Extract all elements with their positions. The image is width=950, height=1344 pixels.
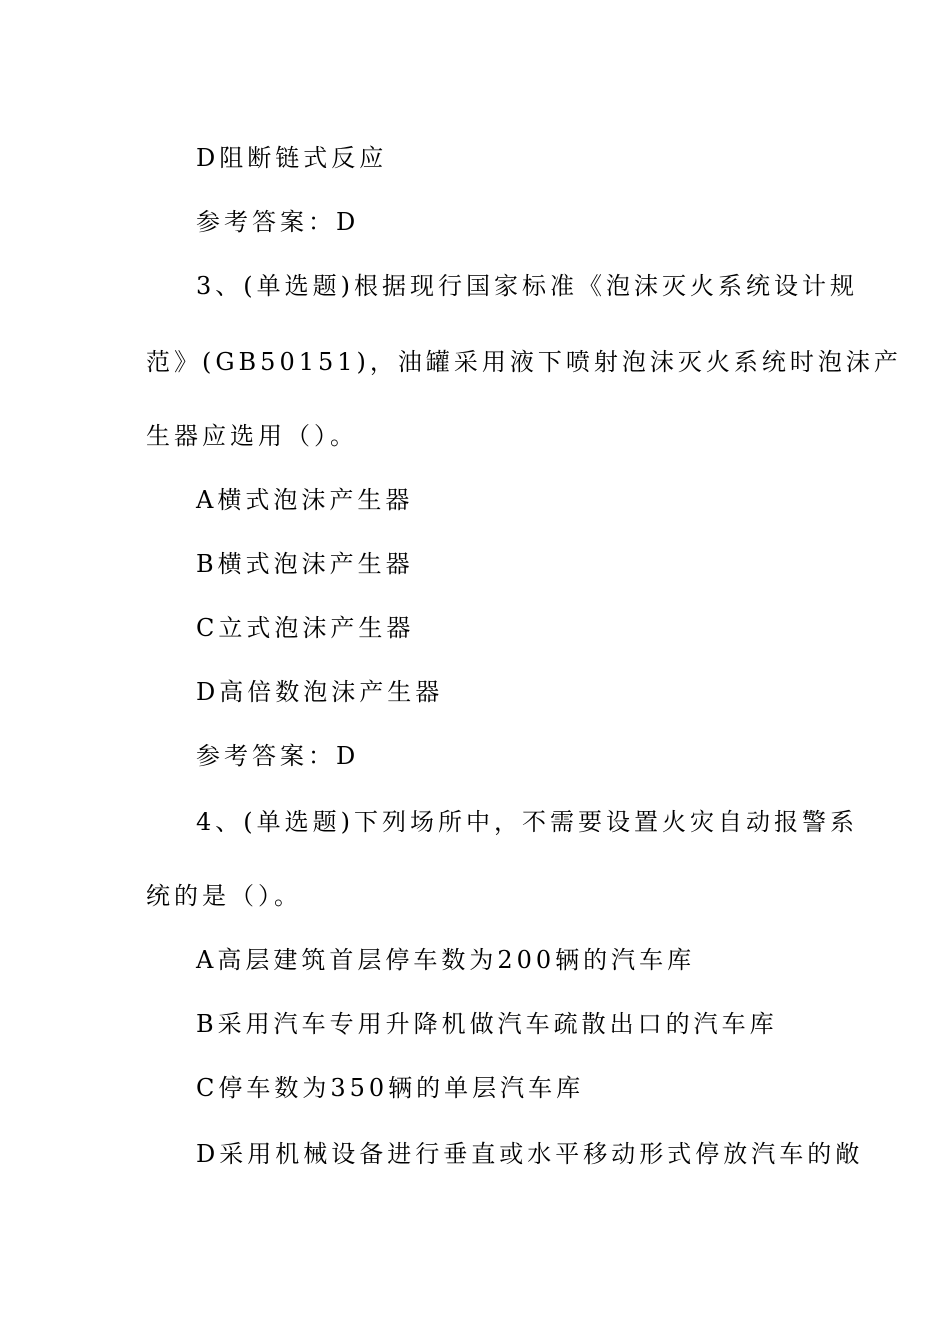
option-b-q4: B采用汽车专用升降机做汽车疏散出口的汽车库 [196, 1010, 778, 1038]
answer-q2: 参考答案：D [196, 208, 360, 236]
option-d-q3: D高倍数泡沫产生器 [196, 678, 444, 706]
option-a-q4: A高层建筑首层停车数为200辆的汽车库 [196, 946, 696, 974]
question-3-line-1: 3、(单选题)根据现行国家标准《泡沫灭火系统设计规 [196, 272, 858, 300]
option-a-q3: A横式泡沫产生器 [196, 486, 414, 514]
answer-q3: 参考答案：D [196, 742, 360, 770]
question-3-line-2: 范》(GB50151)，油罐采用液下喷射泡沫灭火系统时泡沫产 [146, 348, 902, 376]
question-3-line-3: 生器应选用（）。 [146, 422, 358, 450]
option-b-q3: B横式泡沫产生器 [196, 550, 414, 578]
option-d-q4: D采用机械设备进行垂直或水平移动形式停放汽车的敞 [196, 1140, 864, 1168]
option-c-q4: C停车数为350辆的单层汽车库 [196, 1074, 585, 1102]
option-c-q3: C立式泡沫产生器 [196, 614, 415, 642]
option-d-q2: D阻断链式反应 [196, 144, 388, 172]
question-4-line-2: 统的是（）。 [146, 882, 302, 910]
question-4-line-1: 4、(单选题)下列场所中，不需要设置火灾自动报警系 [196, 808, 858, 836]
